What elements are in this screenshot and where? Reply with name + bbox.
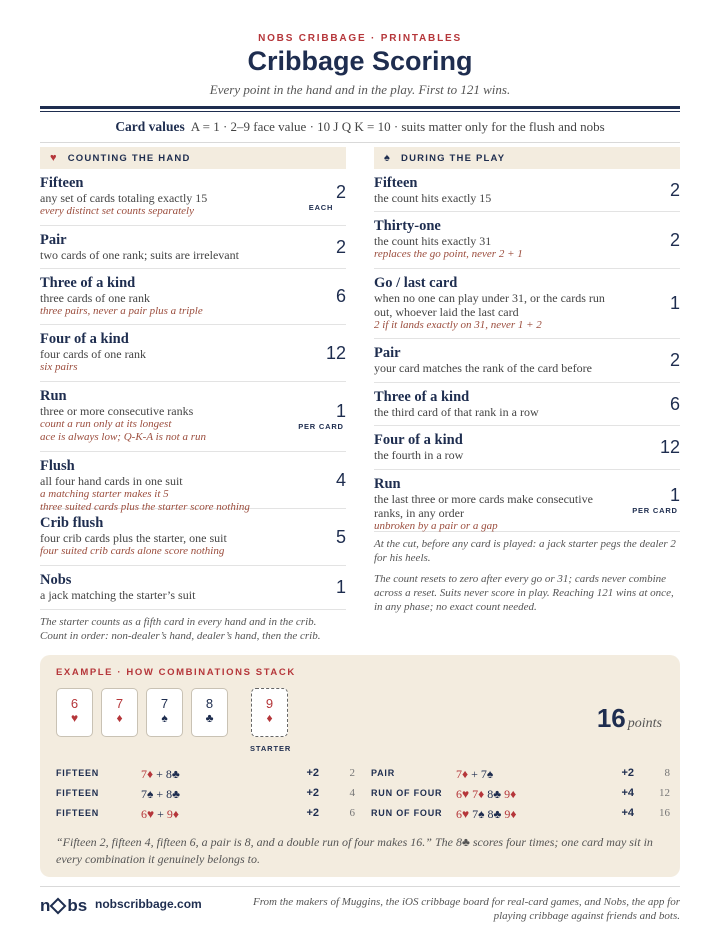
header-rule-thin xyxy=(40,111,680,112)
combo-label: FIFTEEN xyxy=(56,788,100,798)
points-value: 2 xyxy=(335,236,346,257)
combo-card: 9♦ xyxy=(504,787,517,801)
rule-name: Crib flush xyxy=(40,515,104,531)
combo-card: 8♣ xyxy=(166,787,181,801)
rule-desc: four crib cards plus the starter, one suit xyxy=(40,531,227,545)
hand-row xyxy=(40,509,346,566)
combo-row xyxy=(371,807,670,824)
rule-points xyxy=(630,180,680,201)
combo-cards xyxy=(141,767,180,782)
rule-text xyxy=(374,218,624,261)
rule-text xyxy=(40,275,302,318)
logo-left: n xyxy=(40,896,51,915)
header-rule-thick xyxy=(40,106,680,109)
total-label: points xyxy=(627,716,662,731)
rule-desc: two cards of one rank; suits are irrelevant xyxy=(40,248,239,262)
card-rank: 8 xyxy=(205,696,214,711)
points-value: 12 xyxy=(659,437,680,457)
rule-name: Pair xyxy=(40,232,67,248)
combo-running-total: 8 xyxy=(664,767,670,779)
combo-cards xyxy=(456,787,516,802)
site-link[interactable]: nobscribbage.com xyxy=(95,897,202,911)
rule-name: Flush xyxy=(40,458,75,474)
rule-text xyxy=(374,345,624,375)
hand-row xyxy=(40,325,346,382)
combo-card: 6♥ xyxy=(456,787,470,801)
rule-points xyxy=(630,437,680,458)
kicker: NOBS CRIBBAGE · PRINTABLES xyxy=(258,33,462,44)
points-value: 12 xyxy=(325,342,346,363)
rule-points xyxy=(296,237,346,258)
points-value: 6 xyxy=(335,286,346,306)
rule-desc: the count hits exactly 31 xyxy=(374,234,492,248)
combo-card: 7♦ xyxy=(456,767,469,781)
rule-desc: any set of cards totaling exactly 15 xyxy=(40,191,208,205)
combo-card: + xyxy=(154,807,167,821)
rule-desc: the fourth in a row xyxy=(374,448,464,462)
logo xyxy=(40,896,87,916)
rule-text xyxy=(374,175,624,205)
rule-name: Fifteen xyxy=(40,175,84,191)
rule-points xyxy=(296,286,346,307)
combo-row xyxy=(371,767,670,784)
rule-note: ace is always low; Q-K-A is not a run xyxy=(40,431,207,443)
rule-text xyxy=(40,458,302,514)
combo-points: +4 xyxy=(621,807,634,819)
hand-row xyxy=(40,382,346,452)
rule-name: Nobs xyxy=(40,572,72,588)
example-quote: “Fifteen 2, fifteen 4, fifteen 6, a pair is 8, and a double run of four makes 16.” The 8♣ scores four times; one card may sit in every combination it genuinely belongs to. xyxy=(56,835,653,866)
points-value: 2 xyxy=(669,350,680,370)
rule-desc: the last three or more cards make consecutive ranks, in any order xyxy=(374,492,593,520)
combo-card: 9♦ xyxy=(504,807,517,821)
card-suit-icon: ♠ xyxy=(161,711,168,725)
play-section-title: DURING THE PLAY xyxy=(401,152,506,164)
combo-card: + xyxy=(153,767,166,781)
play-section-header xyxy=(374,147,680,169)
starter-label: STARTER xyxy=(250,744,292,753)
rule-name: Thirty-one xyxy=(374,218,441,234)
combo-card: + xyxy=(153,787,167,801)
card-values-text: A = 1 · 2–9 face value · 10 J Q K = 10 · suits matter only for the flush and nobs xyxy=(190,119,605,134)
combo-card: 7♠ xyxy=(472,807,485,821)
points-unit: PER CARD xyxy=(298,422,344,431)
combo-card: 7♠ xyxy=(141,787,154,801)
combo-points: +4 xyxy=(621,787,634,799)
rule-desc: three cards of one rank xyxy=(40,291,150,305)
combo-cards xyxy=(456,807,517,822)
rule-text xyxy=(40,232,302,262)
rule-desc: your card matches the rank of the card before xyxy=(374,361,592,375)
example-panel xyxy=(40,655,680,877)
playing-card xyxy=(56,688,93,737)
makers-note: From the makers of Muggins, the iOS cribbage board for real-card games, and Nobs, the app for playing cribbage against friends and bots. xyxy=(252,896,680,922)
play-row xyxy=(374,383,680,426)
rule-points xyxy=(296,343,346,364)
combo-card: 8♣ xyxy=(487,807,502,821)
rule-name: Three of a kind xyxy=(40,275,136,291)
play-row xyxy=(374,470,680,532)
rule-text xyxy=(40,572,302,602)
rule-desc: a jack matching the starter’s suit xyxy=(40,588,196,602)
rule-points xyxy=(296,182,346,212)
play-row xyxy=(374,212,680,269)
rule-note: 2 if it lands exactly on 31, never 1 + 2 xyxy=(374,319,542,331)
play-note-reset: The count resets to zero after every go or 31; cards never combine across a reset. Suits never score in play. Reaching 121 wins at once, in any phase; no exact count needed. xyxy=(374,573,674,613)
card-rank: 9 xyxy=(265,696,274,711)
points-value: 1 xyxy=(335,401,346,421)
combo-card: 7♦ xyxy=(472,787,485,801)
playing-card xyxy=(101,688,138,737)
rule-desc: the third card of that rank in a row xyxy=(374,405,539,419)
rule-text xyxy=(374,389,624,419)
card-rank: 7 xyxy=(115,696,124,711)
playing-card xyxy=(191,688,228,737)
rule-text xyxy=(40,388,302,444)
combo-points: +2 xyxy=(621,767,634,779)
playing-card xyxy=(146,688,183,737)
rule-points xyxy=(296,577,346,598)
rule-desc: three or more consecutive ranks xyxy=(40,404,194,418)
combo-row xyxy=(56,767,355,784)
hand-row xyxy=(40,566,346,610)
hand-section-header xyxy=(40,147,346,169)
starter-card xyxy=(251,688,288,737)
combo-card: 7♦ xyxy=(141,767,154,781)
play-note-heels: At the cut, before any card is played: a jack starter pegs the dealer 2 for his heels. xyxy=(374,538,676,564)
combo-cards xyxy=(141,807,179,822)
hand-row xyxy=(40,169,346,226)
combo-running-total: 16 xyxy=(659,807,670,819)
rule-points xyxy=(630,350,680,371)
combo-label: PAIR xyxy=(371,768,396,778)
points-value: 2 xyxy=(335,181,346,202)
rule-name: Four of a kind xyxy=(374,432,463,448)
play-row xyxy=(374,426,680,470)
rule-text xyxy=(40,331,302,374)
hand-column xyxy=(40,147,346,643)
subtitle: Every point in the hand and in the play. First to 121 wins. xyxy=(209,82,511,97)
rule-note: count a run only at its longest xyxy=(40,418,172,430)
rule-text xyxy=(374,275,624,332)
rule-points xyxy=(296,401,346,431)
combo-running-total: 6 xyxy=(349,807,355,819)
points-value: 2 xyxy=(669,229,680,250)
rule-text xyxy=(40,175,302,218)
rule-points xyxy=(296,527,346,548)
rule-points xyxy=(630,394,680,415)
combo-label: RUN OF FOUR xyxy=(371,808,443,818)
rule-name: Fifteen xyxy=(374,175,418,191)
combo-row xyxy=(56,787,355,804)
rule-note: three suited cards plus the starter score nothing xyxy=(40,501,250,513)
points-value: 1 xyxy=(669,293,680,313)
hand-row xyxy=(40,452,346,513)
rule-text xyxy=(40,515,302,558)
rule-name: Four of a kind xyxy=(40,331,129,347)
rule-desc: four cards of one rank xyxy=(40,347,146,361)
rule-points xyxy=(630,485,680,515)
combo-points: +2 xyxy=(306,807,319,819)
combo-running-total: 2 xyxy=(349,767,355,779)
rule-name: Run xyxy=(40,388,67,404)
card-rank: 7 xyxy=(160,696,169,711)
combo-running-total: 12 xyxy=(659,787,670,799)
card-suit-icon: ♦ xyxy=(116,711,123,725)
rule-note: every distinct set counts separately xyxy=(40,205,194,217)
hand-section-title: COUNTING THE HAND xyxy=(67,152,191,164)
spade-icon: ♠ xyxy=(384,152,392,164)
combo-card: 6♥ xyxy=(456,807,470,821)
diamond-icon xyxy=(50,898,67,915)
combo-cards xyxy=(456,767,493,782)
rule-desc: the count hits exactly 15 xyxy=(374,191,492,205)
combo-card: + xyxy=(468,767,481,781)
combo-card: 8♣ xyxy=(165,767,180,781)
card-values xyxy=(0,119,720,135)
card-suit-icon: ♣ xyxy=(205,711,214,725)
rule-name: Pair xyxy=(374,345,401,361)
combo-label: FIFTEEN xyxy=(56,808,100,818)
points-value: 4 xyxy=(335,469,346,490)
combo-label: FIFTEEN xyxy=(56,768,100,778)
play-row xyxy=(374,269,680,339)
total-points xyxy=(597,703,662,734)
hand-row xyxy=(40,226,346,269)
card-rank: 6 xyxy=(70,696,79,711)
card-suit-icon: ♦ xyxy=(266,711,273,725)
combo-card: 7♠ xyxy=(480,767,494,781)
card-suit-icon: ♥ xyxy=(70,711,79,725)
combo-running-total: 4 xyxy=(349,787,355,799)
rule-desc: all four hand cards in one suit xyxy=(40,474,183,488)
rule-name: Three of a kind xyxy=(374,389,470,405)
hand-row xyxy=(40,269,346,325)
rule-note: six pairs xyxy=(40,361,78,373)
points-unit: EACH xyxy=(308,202,334,212)
total-number: 16 xyxy=(596,703,626,733)
rule-desc: when no one can play under 31, or the cards run out, whoever laid the last card xyxy=(374,291,605,319)
page-title: Cribbage Scoring xyxy=(247,46,473,76)
play-row xyxy=(374,339,680,383)
combo-points: +2 xyxy=(306,767,319,779)
hand-footnote: The starter counts as a fifth card in every hand and in the crib. Count in order: non-dealer’s hand, dealer’s hand, then the crib. xyxy=(40,616,321,642)
rule-text xyxy=(374,432,624,462)
play-row xyxy=(374,169,680,212)
combo-cards xyxy=(141,787,180,802)
rule-name: Go / last card xyxy=(374,275,458,291)
points-value: 1 xyxy=(669,485,680,505)
rule-text xyxy=(374,476,624,533)
rule-name: Run xyxy=(374,476,401,492)
example-heading: EXAMPLE · HOW COMBINATIONS STACK xyxy=(56,667,296,678)
combo-card: 9♦ xyxy=(166,807,180,821)
rule-note: a matching starter makes it 5 xyxy=(40,488,169,500)
combo-card: 6♥ xyxy=(141,807,155,821)
rule-points xyxy=(296,470,346,491)
combo-row xyxy=(371,787,670,804)
combo-card: 8♣ xyxy=(487,787,502,801)
rule-note: four suited crib cards alone score nothing xyxy=(40,545,225,557)
combo-points: +2 xyxy=(306,787,319,799)
points-unit: PER CARD xyxy=(632,506,678,515)
rule-points xyxy=(630,230,680,251)
points-value: 5 xyxy=(335,526,346,547)
heart-icon: ♥ xyxy=(50,152,58,164)
play-column xyxy=(374,147,680,614)
combo-row xyxy=(56,807,355,824)
card-values-rule xyxy=(40,142,680,143)
card-values-label: Card values xyxy=(115,119,185,134)
points-value: 6 xyxy=(669,393,680,414)
logo-right: bs xyxy=(67,896,88,915)
rule-note: three pairs, never a pair plus a triple xyxy=(40,305,203,317)
rule-note: replaces the go point, never 2 + 1 xyxy=(374,248,523,260)
rule-note: unbroken by a pair or a gap xyxy=(374,520,498,532)
rule-points xyxy=(630,293,680,314)
points-value: 2 xyxy=(669,179,680,200)
footer-rule xyxy=(40,886,680,887)
points-value: 1 xyxy=(335,577,346,597)
combo-label: RUN OF FOUR xyxy=(371,788,443,798)
